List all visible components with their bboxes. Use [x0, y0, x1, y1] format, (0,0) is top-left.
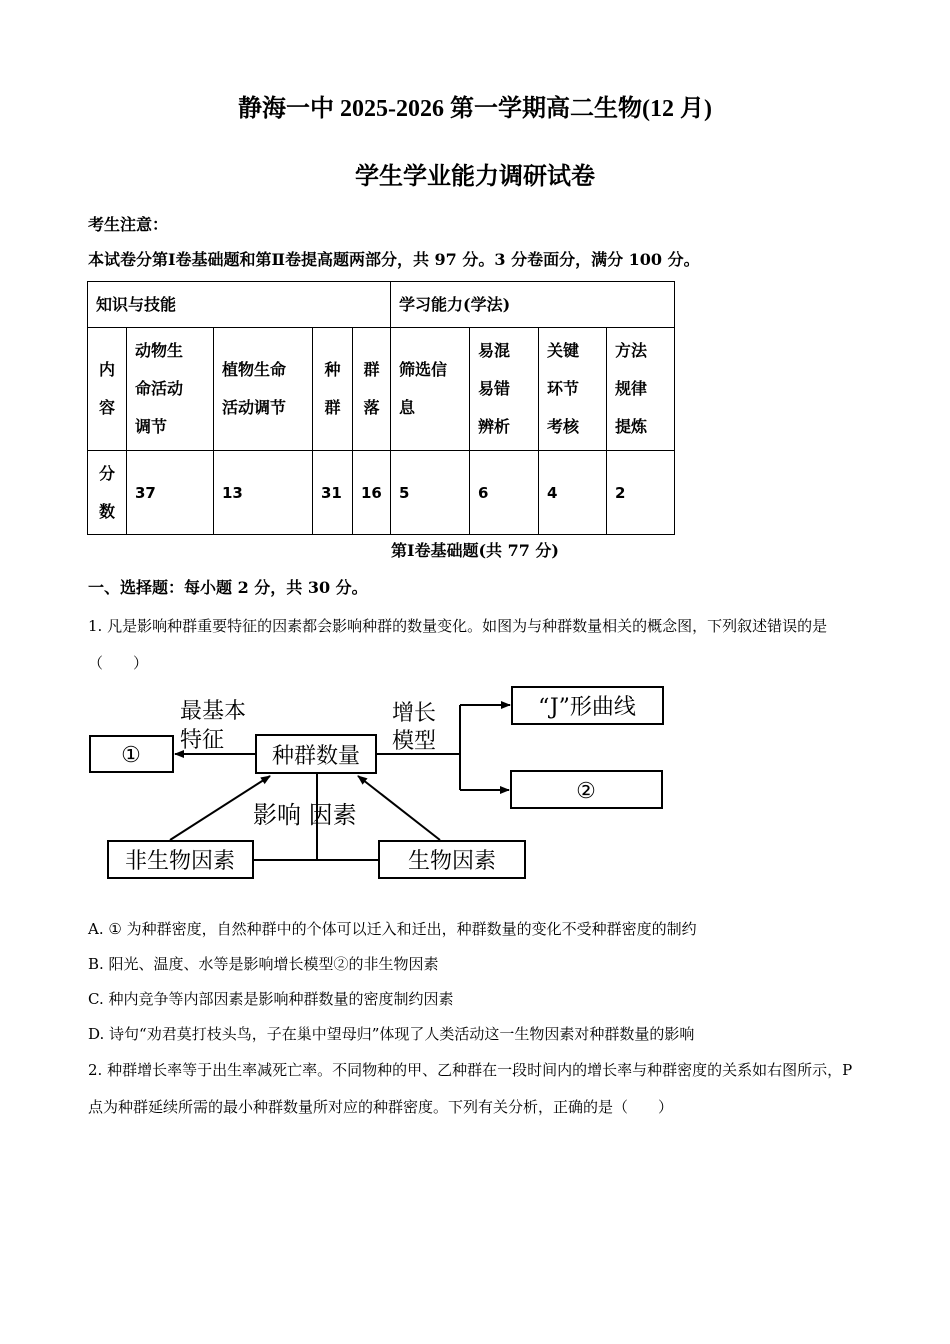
question-1-stem: 1. 凡是影响种群重要特征的因素都会影响种群的数量变化。如图为与种群数量相关的概念图，下列叙述错误的是（ ） — [88, 617, 828, 672]
option-a: A. ① 为种群密度，自然种群中的个体可以迁入和迁出，种群数量的变化不受种群密度的制约 — [88, 920, 697, 938]
score-cell: 31 — [313, 451, 353, 535]
score-cell: 13 — [214, 451, 313, 535]
table-cell: 方法 规律 提炼 — [607, 328, 675, 451]
table-row-content — [88, 328, 675, 451]
score-cell: 16 — [353, 451, 391, 535]
part-heading: 一、选择题：每小题 2 分，共 30 分。 — [88, 578, 368, 597]
concept-map-diagram — [80, 680, 680, 885]
diagram-label: 非生物因素 — [124, 849, 236, 874]
table-cell: 易混 易错 辨析 — [470, 328, 539, 451]
diagram-label: “J”形曲线 — [538, 695, 636, 720]
notice-heading: 考生注意： — [88, 215, 169, 234]
row-label-content: 内 容 — [88, 328, 127, 451]
option-b: B. 阳光、温度、水等是影响增长模型②的非生物因素 — [88, 955, 439, 973]
question-2-stem: 2. 种群增长率等于出生率减死亡率。不同物种的甲、乙种群在一段时间内的增长率与种群密度的关系如右图所示，P 点为种群延续所需的最小种群数量所对应的种群密度。下列有关分析，正确的是（ ） — [88, 1061, 853, 1116]
table-cell: 种 群 — [313, 328, 353, 451]
diagram-label: 生物因素 — [407, 849, 497, 874]
option-d: D. 诗句“劝君莫打枝头鸟，子在巢中望母归”体现了人类活动这一生物因素对种群数量的影响 — [88, 1025, 695, 1043]
score-cell: 6 — [470, 451, 539, 535]
table-cell: 关键 环节 考核 — [539, 328, 607, 451]
exam-subtitle: 学生学业能力调研试卷 — [355, 161, 595, 190]
exam-title: 静海一中 2025-2026 第一学期高二生物(12 月) — [238, 96, 712, 122]
score-cell: 2 — [607, 451, 675, 535]
diagram-label: 特征 — [180, 728, 225, 753]
table-cell: 植物生命 活动调节 — [214, 328, 313, 451]
table-cell: 筛选信 息 — [391, 328, 470, 451]
score-cell: 4 — [539, 451, 607, 535]
row-label-score: 分 数 — [88, 451, 127, 535]
table-group-knowledge: 知识与技能 — [88, 282, 391, 328]
diagram-label: 增长 — [392, 701, 437, 726]
notice-text: 本试卷分第Ⅰ卷基础题和第Ⅱ卷提高题两部分，共 97 分。3 分卷面分，满分 100 分。 — [88, 250, 700, 269]
diagram-label: ① — [121, 743, 141, 768]
score-cell: 37 — [127, 451, 214, 535]
score-cell: 5 — [391, 451, 470, 535]
section-title: 第Ⅰ卷基础题(共 77 分) — [390, 541, 560, 560]
table-cell: 群 落 — [353, 328, 391, 451]
diagram-label: 影响 因素 — [253, 801, 357, 829]
table-group-ability: 学习能力(学法) — [391, 282, 675, 328]
diagram-label: 最基本 — [180, 699, 247, 724]
arrow-biotic — [358, 776, 440, 840]
diagram-label: 种群数量 — [271, 744, 361, 769]
diagram-label: ② — [576, 779, 596, 804]
score-table — [87, 281, 675, 535]
table-row-score — [88, 451, 675, 535]
diagram-label: 模型 — [392, 729, 437, 754]
table-cell: 动物生 命活动 调节 — [127, 328, 214, 451]
option-c: C. 种内竞争等内部因素是影响种群数量的密度制约因素 — [88, 990, 454, 1008]
